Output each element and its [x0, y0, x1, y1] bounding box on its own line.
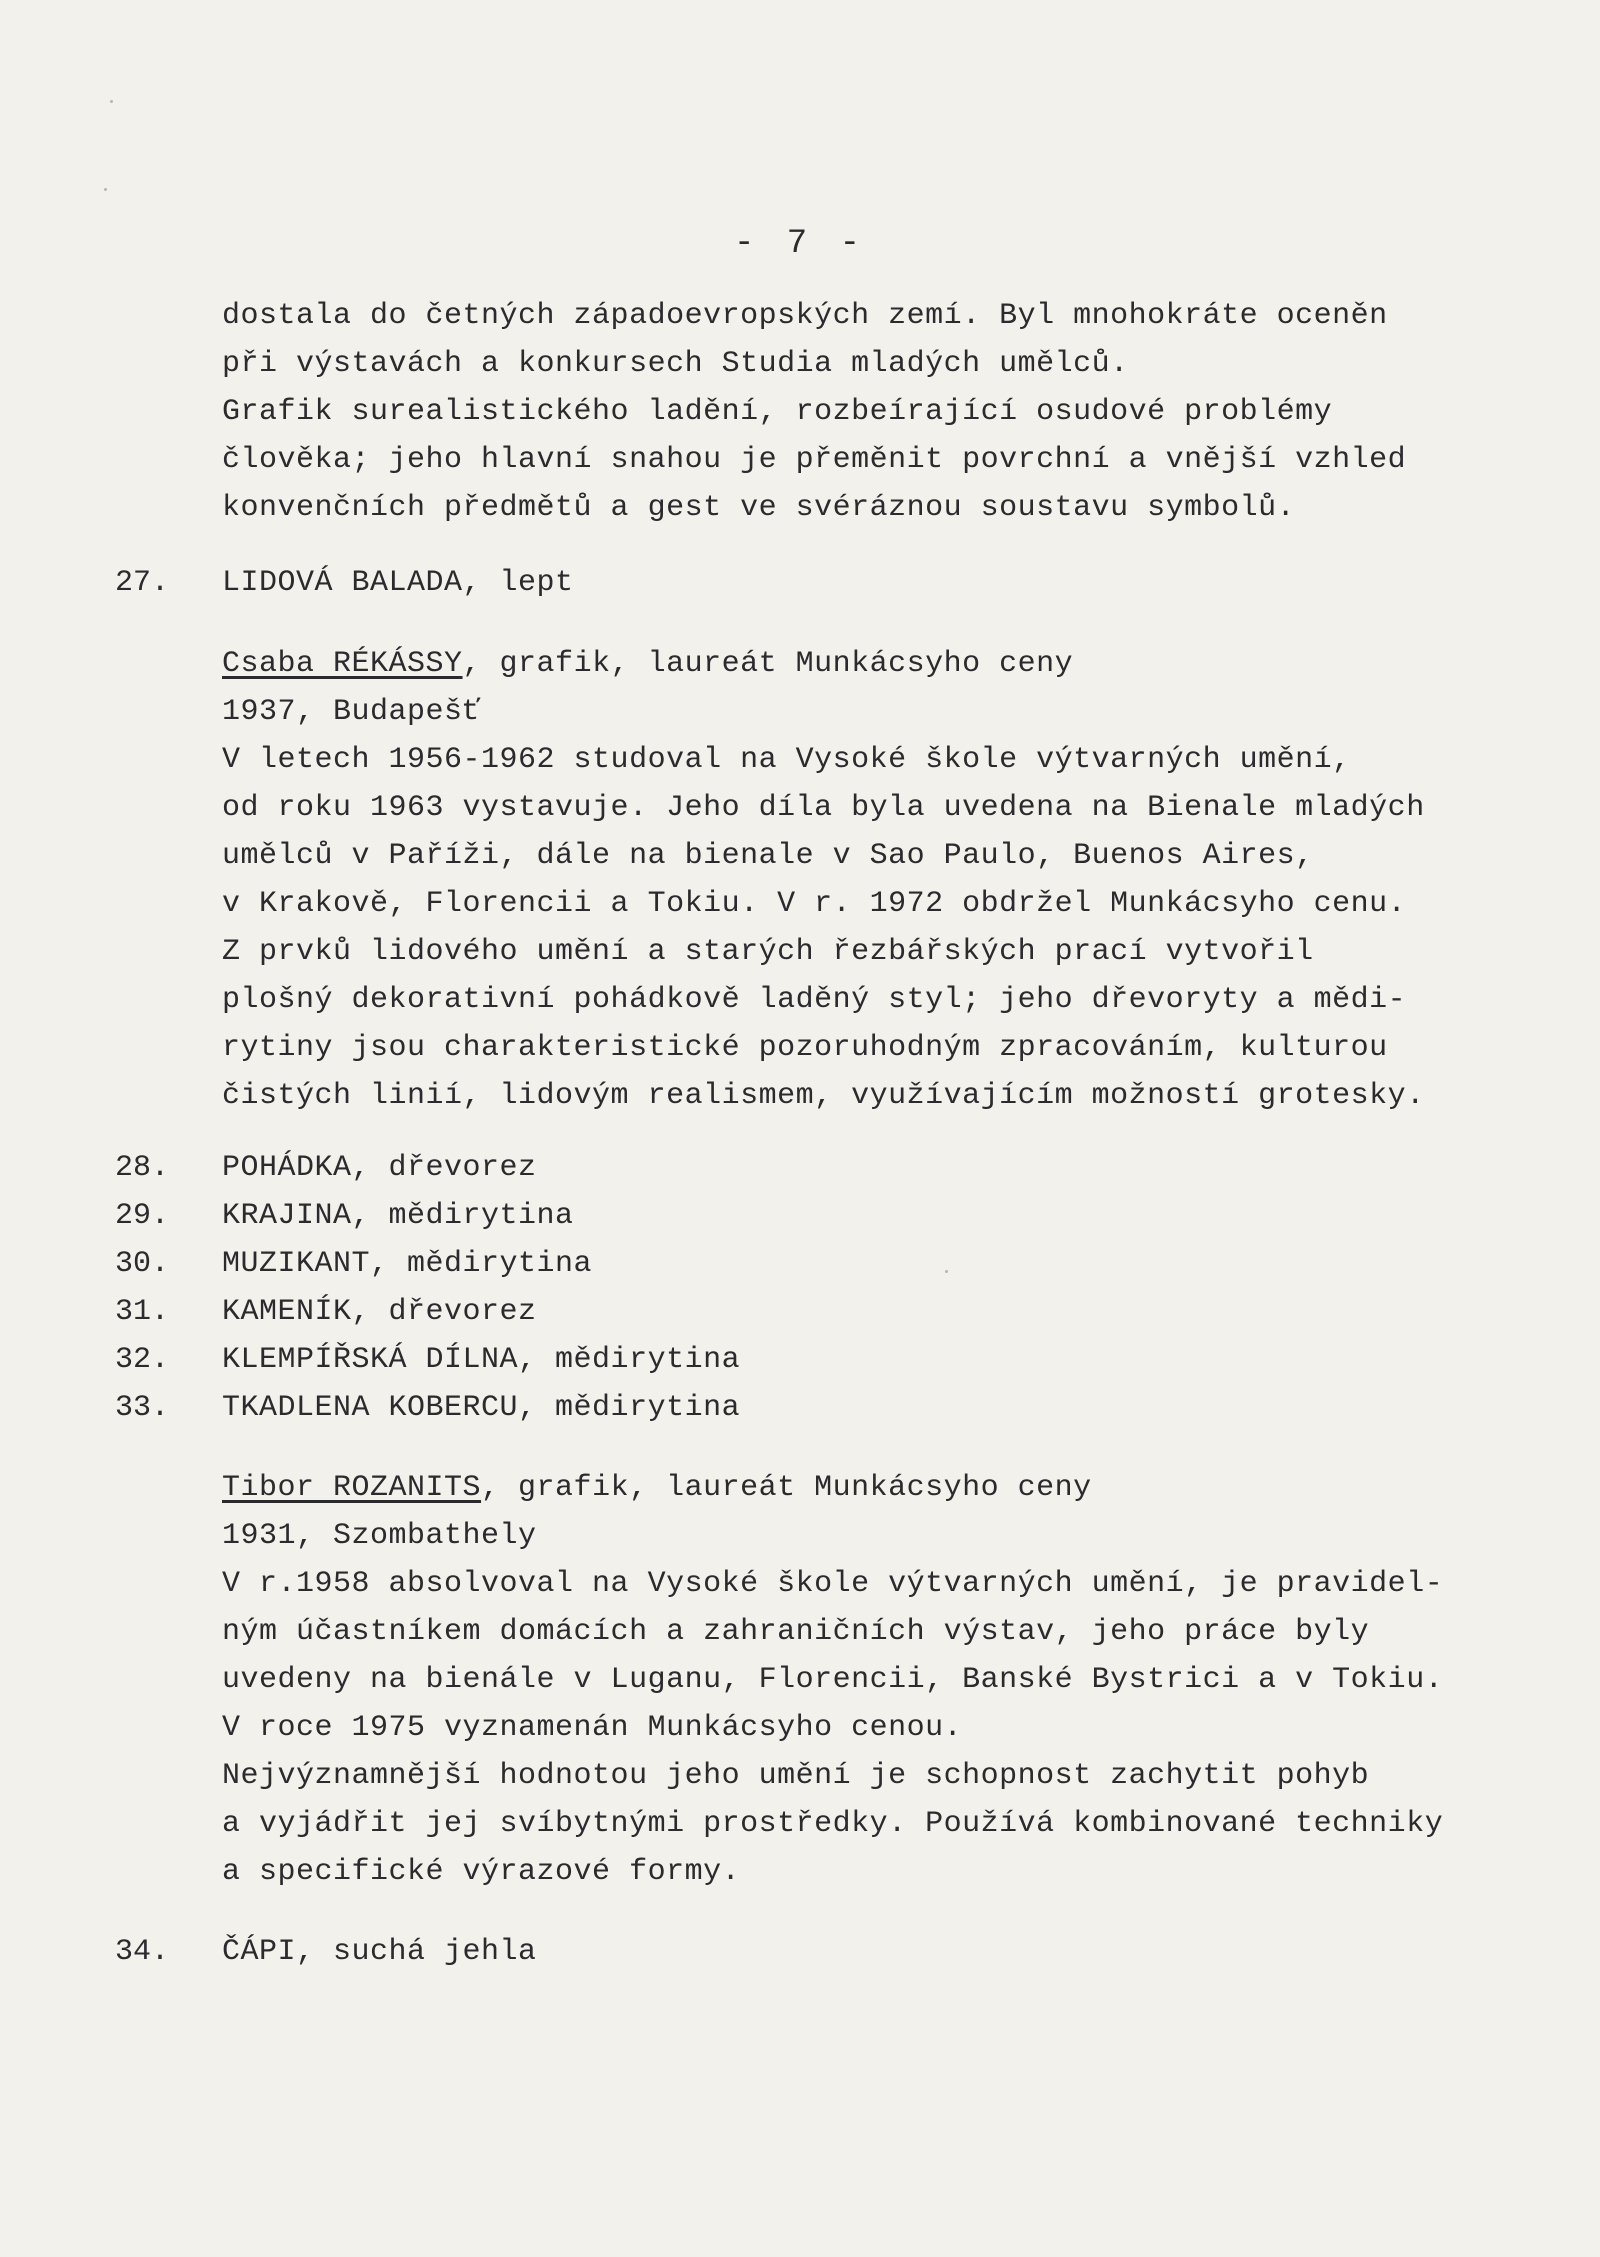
bio-line: uvedeny na bienále v Luganu, Florencii, Banské Bystrici a v Tokiu.	[222, 1663, 1444, 1697]
bio-line: v Krakově, Florencii a Tokiu. V r. 1972 obdržel Munkácsyho cenu.	[222, 887, 1407, 921]
artist-birth: 1937, Budapešť	[222, 695, 482, 729]
bio-line: čistých linií, lidovým realismem, využívajícím možností grotesky.	[222, 1079, 1425, 1113]
paragraph-line: Grafik surealistického ladění, rozbeírající osudové problémy	[222, 395, 1333, 429]
catalog-number: 33.	[115, 1391, 170, 1425]
catalog-title: KLEMPÍŘSKÁ DÍLNA, mědirytina	[222, 1343, 741, 1377]
bio-line: a specifické výrazové formy.	[222, 1855, 741, 1889]
paragraph-line: člověka; jeho hlavní snahou je přeměnit povrchní a vnější vzhled	[222, 443, 1407, 477]
catalog-title: KAMENÍK, dřevorez	[222, 1295, 537, 1329]
bio-line: plošný dekorativní pohádkově laděný styl; jeho dřevoryty a mědi-	[222, 983, 1407, 1017]
bio-line: V roce 1975 vyznamenán Munkácsyho cenou.	[222, 1711, 963, 1745]
catalog-title: KRAJINA, mědirytina	[222, 1199, 574, 1233]
paragraph-line: při výstavách a konkursech Studia mladých umělců.	[222, 347, 1129, 381]
page-number: - 7 -	[733, 225, 867, 263]
artist-birth: 1931, Szombathely	[222, 1519, 537, 1553]
catalog-number: 31.	[115, 1295, 170, 1329]
catalog-number: 30.	[115, 1247, 170, 1281]
bio-line: Z prvků lidového umění a starých řezbářských prací vytvořil	[222, 935, 1314, 969]
catalog-number: 27.	[115, 566, 170, 600]
artist-heading	[222, 1468, 1092, 1508]
artist-name: Tibor ROZANITS	[222, 1471, 482, 1505]
bio-line: od roku 1963 vystavuje. Jeho díla byla uvedena na Bienale mladých	[222, 791, 1425, 825]
catalog-number: 34.	[115, 1935, 170, 1969]
catalog-title: ČÁPI, suchá jehla	[222, 1935, 537, 1969]
bio-line: V r.1958 absolvoval na Vysoké škole výtvarných umění, je pravidel-	[222, 1567, 1444, 1601]
bio-line: ným účastníkem domácích a zahraničních výstav, jeho práce byly	[222, 1615, 1370, 1649]
artist-name: Csaba RÉKÁSSY	[222, 647, 463, 681]
bio-line: Nejvýznamnější hodnotou jeho umění je schopnost zachytit pohyb	[222, 1759, 1370, 1793]
catalog-title: LIDOVÁ BALADA, lept	[222, 566, 574, 600]
catalog-number: 28.	[115, 1151, 170, 1185]
bio-line: V letech 1956-1962 studoval na Vysoké škole výtvarných umění,	[222, 743, 1351, 777]
paragraph-line: konvenčních předmětů a gest ve svéráznou soustavu symbolů.	[222, 491, 1296, 525]
catalog-title: MUZIKANT, mědirytina	[222, 1247, 593, 1281]
artist-heading	[222, 644, 1073, 684]
paper-speck	[110, 100, 113, 103]
paper-speck	[104, 188, 107, 191]
catalog-title: TKADLENA KOBERCU, mědirytina	[222, 1391, 741, 1425]
paper-speck	[945, 1270, 948, 1273]
bio-line: a vyjádřit jej svíbytnými prostředky. Používá kombinované techniky	[222, 1807, 1444, 1841]
catalog-title: POHÁDKA, dřevorez	[222, 1151, 537, 1185]
catalog-number: 32.	[115, 1343, 170, 1377]
catalog-number: 29.	[115, 1199, 170, 1233]
artist-title: , grafik, laureát Munkácsyho ceny	[481, 1471, 1092, 1505]
paragraph-line: dostala do četných západoevropských zemí. Byl mnohokráte oceněn	[222, 299, 1388, 333]
bio-line: rytiny jsou charakteristické pozoruhodným zpracováním, kulturou	[222, 1031, 1388, 1065]
bio-line: umělců v Paříži, dále na bienale v Sao Paulo, Buenos Aires,	[222, 839, 1314, 873]
artist-title: , grafik, laureát Munkácsyho ceny	[462, 647, 1074, 681]
